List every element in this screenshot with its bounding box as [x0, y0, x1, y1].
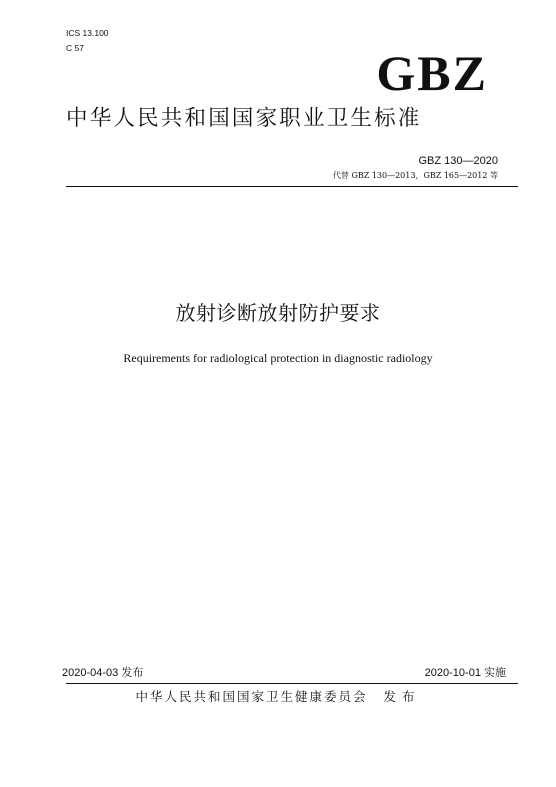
document-title-en: Requirements for radiological protection in diagnostic radiology: [123, 351, 433, 365]
ccs-code: C 57: [66, 43, 84, 53]
gbz-logo: GBZ: [376, 45, 488, 101]
ics-code: ICS 13.100: [66, 28, 109, 38]
issue-date: 2020-04-03 发布: [62, 667, 144, 679]
publisher-line: [0, 688, 556, 706]
footer-divider: [66, 683, 518, 684]
publisher-name: 中华人民共和国国家卫生健康委员会: [135, 689, 368, 704]
publish-action: 发布: [383, 689, 421, 704]
standard-number: GBZ 130—2020: [418, 155, 498, 167]
standard-category-title: 中华人民共和国国家职业卫生标准: [66, 106, 422, 131]
replaces-note: 代替 GBZ 130—2013，GBZ 165—2012 等: [332, 171, 498, 180]
effective-date: 2020-10-01 实施: [424, 667, 506, 679]
header-divider: [66, 186, 518, 187]
document-title-cn: 放射诊断放射防护要求: [175, 301, 381, 325]
